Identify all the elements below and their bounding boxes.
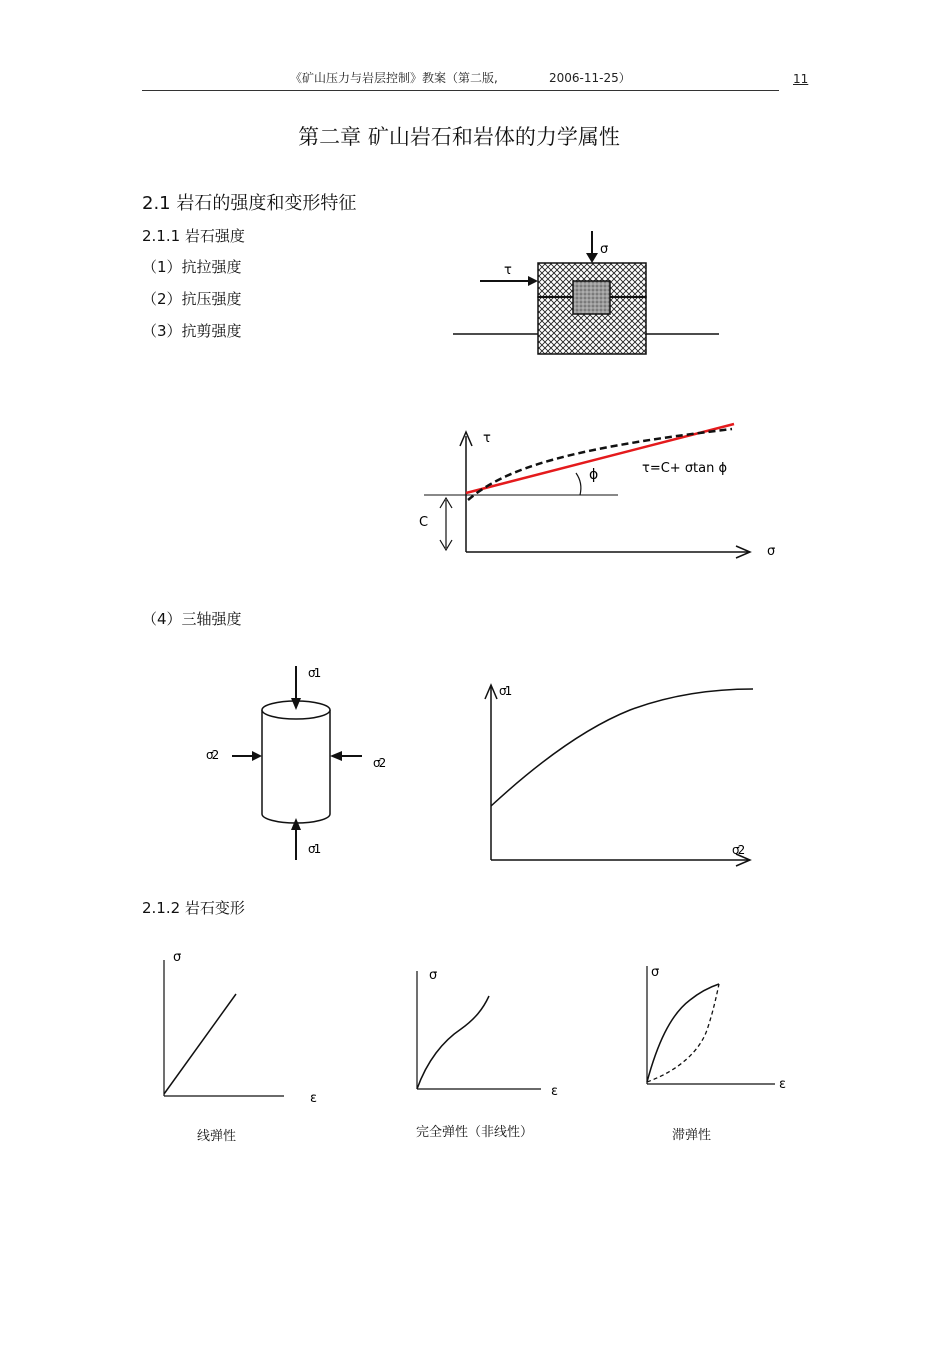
deformation-1-x-label: ε	[310, 1091, 318, 1106]
shear-box-tau-label: τ	[504, 263, 512, 278]
mohr-equation: τ=C+ σtan ϕ	[642, 461, 728, 476]
section-heading-2-1-1: 2.1.1 岩石强度	[142, 227, 245, 245]
item-shear: （3）抗剪强度	[142, 322, 242, 340]
deformation-3-caption: 滞弹性	[672, 1128, 712, 1143]
nonlinear-elastic-curve	[417, 996, 489, 1089]
section-heading-2-1: 2.1 岩石的强度和变形特征	[142, 193, 357, 214]
header-date: 2006-11-25）	[549, 71, 631, 85]
deformation-1-caption: 线弹性	[197, 1129, 237, 1144]
normal-load-arrow	[586, 253, 598, 263]
page-number: 11	[793, 72, 809, 86]
triaxial-sigma2-right: σ2	[373, 756, 385, 770]
shear-box-diagram	[440, 225, 740, 365]
hysteresis-unloading-curve	[647, 984, 719, 1082]
rock-specimen	[573, 281, 610, 314]
triaxial-strength-chart	[470, 675, 770, 875]
deformation-chart-nonlinear	[405, 963, 575, 1103]
triaxial-sigma2-left: σ2	[206, 748, 218, 762]
deformation-3-x-label: ε	[779, 1077, 787, 1092]
deformation-2-caption: 完全弹性（非线性）	[416, 1125, 534, 1140]
deformation-chart-linear	[150, 945, 330, 1110]
triaxial-sigma1-top: σ1	[308, 666, 320, 680]
header-rule	[142, 90, 779, 91]
triaxial-chart-y-label: σ1	[499, 684, 511, 698]
hysteresis-loading-curve	[647, 984, 719, 1082]
strength-envelope-line	[466, 424, 734, 493]
deformation-2-x-label: ε	[551, 1084, 559, 1099]
mohr-c-label: C	[419, 515, 429, 530]
linear-elastic-curve	[164, 994, 236, 1094]
shear-load-arrow	[528, 276, 538, 286]
item-compressive: （2）抗压强度	[142, 290, 242, 308]
deformation-chart-hysteresis	[635, 960, 795, 1095]
mohr-phi-label: ϕ	[589, 467, 599, 483]
chapter-title: 第二章 矿山岩石和岩体的力学属性	[298, 125, 620, 149]
header-title: 《矿山压力与岩层控制》教案（第二版,	[290, 71, 498, 85]
triaxial-sigma1-bottom: σ1	[308, 842, 320, 856]
shear-box-sigma-label: σ	[600, 242, 609, 257]
mohr-sigma-label: σ	[767, 544, 776, 559]
item-triaxial: （4）三轴强度	[142, 610, 242, 628]
item-tensile: （1）抗拉强度	[142, 258, 242, 276]
triaxial-strength-curve	[491, 689, 753, 806]
section-heading-2-1-2: 2.1.2 岩石变形	[142, 899, 245, 917]
mohr-coulomb-diagram	[410, 420, 790, 565]
deformation-2-y-label: σ	[429, 968, 438, 983]
deformation-1-y-label: σ	[173, 950, 182, 965]
mohr-tau-label: τ	[483, 431, 491, 446]
triaxial-chart-x-label: σ2	[732, 843, 744, 857]
deformation-3-y-label: σ	[651, 965, 660, 980]
triaxial-specimen-diagram	[196, 660, 406, 865]
